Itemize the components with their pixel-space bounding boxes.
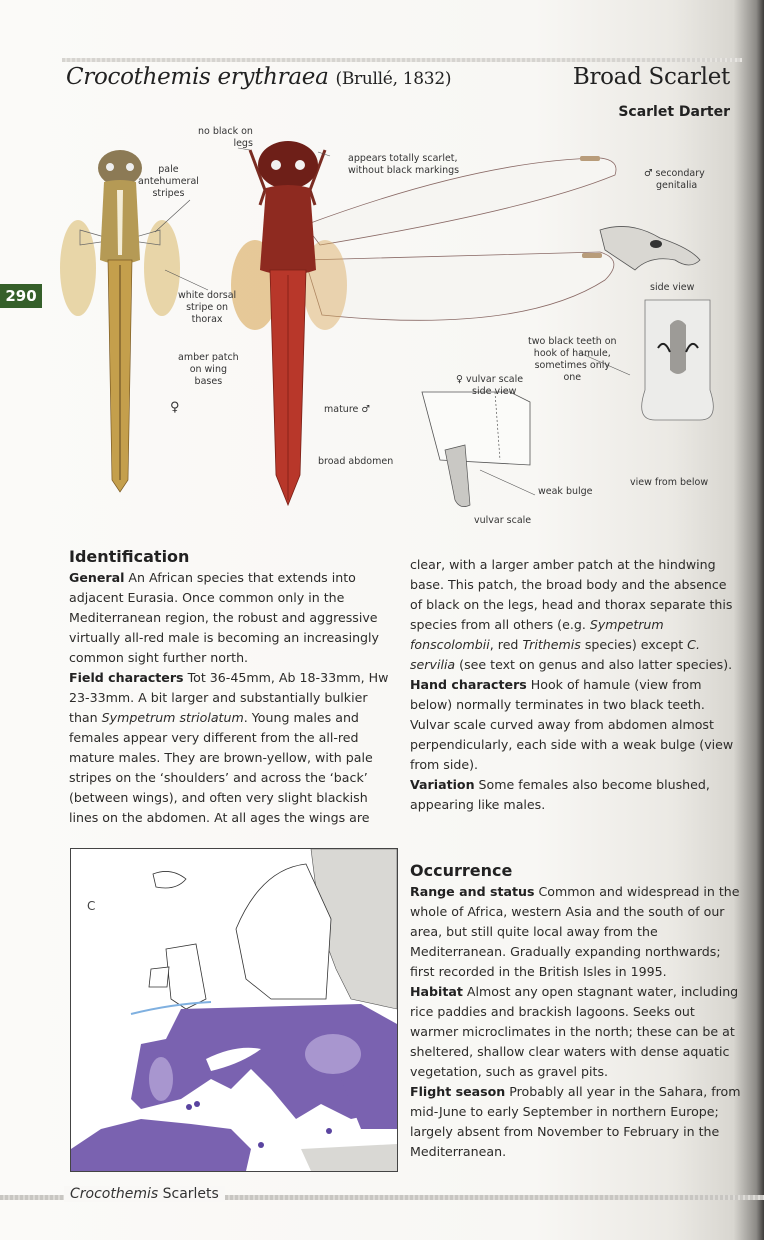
label-line: ♂ secondary — [644, 168, 705, 179]
hand-text: Hook of hamule (view from below) normally terminates in two black teeth. Vulvar scale curved away from abdomen almost perpendicularly, each side with a weak bulge (view from side). — [410, 677, 734, 772]
label-line: white dorsal — [178, 290, 237, 301]
genitalia-below-view-figure — [642, 300, 714, 420]
ireland-outline — [149, 967, 169, 987]
field-text: . Young males and females appear very different from the all-red mature males. They are brown-yellow, with pale stripes on the ‘shoulders’ and across the ‘back’ (between wings), and often very slight blackish lines on the abdomen. At all ages the wings are — [69, 710, 373, 825]
label-line: without black markings — [348, 165, 460, 176]
scientific-name: Crocothemis erythraea — [66, 64, 329, 90]
identification-heading: Identification — [69, 547, 190, 566]
label-white-dorsal — [178, 290, 236, 326]
map-corner-letter: C — [87, 899, 96, 913]
hand-characters-paragraph — [410, 675, 742, 775]
range-paragraph — [410, 882, 742, 982]
top-rule — [62, 58, 742, 62]
general-text: An African species that extends into adjacent Eurasia. Once common only in the Mediterranean region, the robust and aggressive virtually all-red male is becoming an increasingly common sight further north. — [69, 570, 380, 665]
label-line: bases — [194, 376, 223, 387]
occurrence-heading: Occurrence — [410, 861, 513, 880]
label-broad-abdomen: broad abdomen — [318, 456, 394, 467]
flight-text: Probably all year in the Sahara, from mid-June to early September in northern Europe; largely absent from November to February in the Mediterranean. — [410, 1084, 741, 1159]
general-label: General — [69, 570, 125, 585]
field-text: (see text on genus and also latter species). — [455, 657, 733, 672]
range-light-area — [305, 1034, 361, 1074]
species-italic: Sympetrum striolatum — [101, 710, 244, 725]
vulvar-scale-figure — [422, 392, 530, 507]
genitalia-side-view-figure — [600, 226, 700, 270]
label-line: side view — [472, 386, 517, 397]
author-year: (Brullé, 1832) — [335, 69, 452, 89]
general-paragraph — [69, 568, 399, 668]
island-record-dot — [326, 1128, 332, 1134]
label-appears-scarlet — [348, 153, 459, 177]
flight-season-label: Flight season — [410, 1084, 506, 1099]
label-line: stripe on — [186, 302, 229, 313]
label-two-black-teeth — [528, 336, 617, 384]
iceland-outline — [153, 871, 186, 888]
male-dragonfly-figure — [231, 141, 616, 505]
label-line: genitalia — [656, 180, 698, 191]
running-footer — [64, 1186, 225, 1202]
label-no-black-legs — [198, 126, 253, 150]
label-vulvar-scale: vulvar scale — [474, 515, 532, 526]
island-record-dot — [186, 1104, 192, 1110]
page-number-tab: 290 — [0, 284, 42, 308]
footer-genus: Crocothemis — [70, 1186, 159, 1202]
label-line: thorax — [191, 314, 223, 325]
range-label: Range and status — [410, 884, 535, 899]
label-line: antehumeral — [138, 176, 199, 187]
flight-season-paragraph — [410, 1082, 742, 1162]
footer-group: Scarlets — [162, 1186, 219, 1202]
outside-area-southeast — [301, 1144, 397, 1171]
identification-continued — [410, 555, 742, 815]
species-italic: Trithemis — [522, 637, 581, 652]
label-line: legs — [233, 138, 253, 149]
island-record-dot — [194, 1101, 200, 1107]
label-line: ♀ vulvar scale — [456, 374, 524, 385]
field-characters-continued — [410, 555, 742, 675]
britain-outline — [166, 944, 206, 1009]
variation-label: Variation — [410, 777, 475, 792]
female-symbol: ♀ — [170, 400, 180, 415]
label-line: stripes — [152, 188, 185, 199]
label-line: no black on — [198, 126, 253, 137]
label-weak-bulge: weak bulge — [538, 486, 593, 497]
common-name: Broad Scarlet — [572, 64, 730, 90]
label-line: sometimes only — [534, 360, 610, 371]
variation-paragraph — [410, 775, 742, 815]
habitat-label: Habitat — [410, 984, 463, 999]
identification-section — [69, 546, 399, 828]
variation-text: Some females also become blushed, appearing like males. — [410, 777, 710, 812]
label-vulvar-side-view — [456, 374, 523, 398]
occurrence-section — [410, 860, 742, 1162]
field-text: , red — [489, 637, 523, 652]
field-text: clear, with a larger amber patch at the hindwing base. This patch, the broad body and the absence of black on the legs, head and thorax separate this species from all others (e.g. — [410, 557, 733, 632]
field-text: Tot 36-45mm, Ab 18-33mm, Hw 23-33mm. A bit larger and substantially bulkier than — [69, 670, 389, 725]
island-record-dot — [258, 1142, 264, 1148]
range-light-area — [149, 1057, 173, 1101]
label-line: amber patch — [178, 352, 239, 363]
field-text: species) except — [580, 637, 688, 652]
label-line: two black teeth on — [528, 336, 617, 347]
habitat-paragraph — [410, 982, 742, 1082]
distribution-map — [70, 848, 398, 1172]
label-line: one — [563, 372, 582, 383]
range-text: Common and widespread in the whole of Africa, western Asia and the south of our area, but still quite local away from the Mediterranean. Gradually expanding northwards; first recorded in the British Isles in 1995. — [410, 884, 740, 979]
label-mature-male: mature ♂ — [324, 404, 370, 415]
field-characters-paragraph — [69, 668, 399, 828]
female-dragonfly-figure — [60, 150, 180, 492]
alternative-name: Scarlet Darter — [618, 104, 730, 120]
label-amber-patch — [178, 352, 239, 388]
species-italic: C. servilia — [410, 637, 700, 672]
habitat-text: Almost any open stagnant water, including rice paddies and brackish lagoons. Seeks out warmer microclimates in the north; these can be at sheltered, shallow clear waters with dense aquatic vegetation, such as gravel pits. — [410, 984, 739, 1079]
range-area-africa — [71, 1119, 251, 1171]
label-line: appears totally scarlet, — [348, 153, 458, 164]
field-characters-label: Field characters — [69, 670, 184, 685]
label-secondary-genitalia — [644, 168, 705, 192]
label-view-from-below: view from below — [630, 477, 709, 488]
label-pale-antehumeral — [138, 164, 199, 200]
distribution-map-svg — [71, 849, 397, 1171]
label-line: pale — [158, 164, 179, 175]
label-line: on wing — [189, 364, 228, 375]
hand-characters-label: Hand characters — [410, 677, 527, 692]
label-side-view: side view — [650, 282, 695, 293]
species-title — [66, 64, 451, 90]
species-italic: Sympetrum fonscolombii — [410, 617, 664, 652]
label-line: hook of hamule, — [533, 348, 611, 359]
